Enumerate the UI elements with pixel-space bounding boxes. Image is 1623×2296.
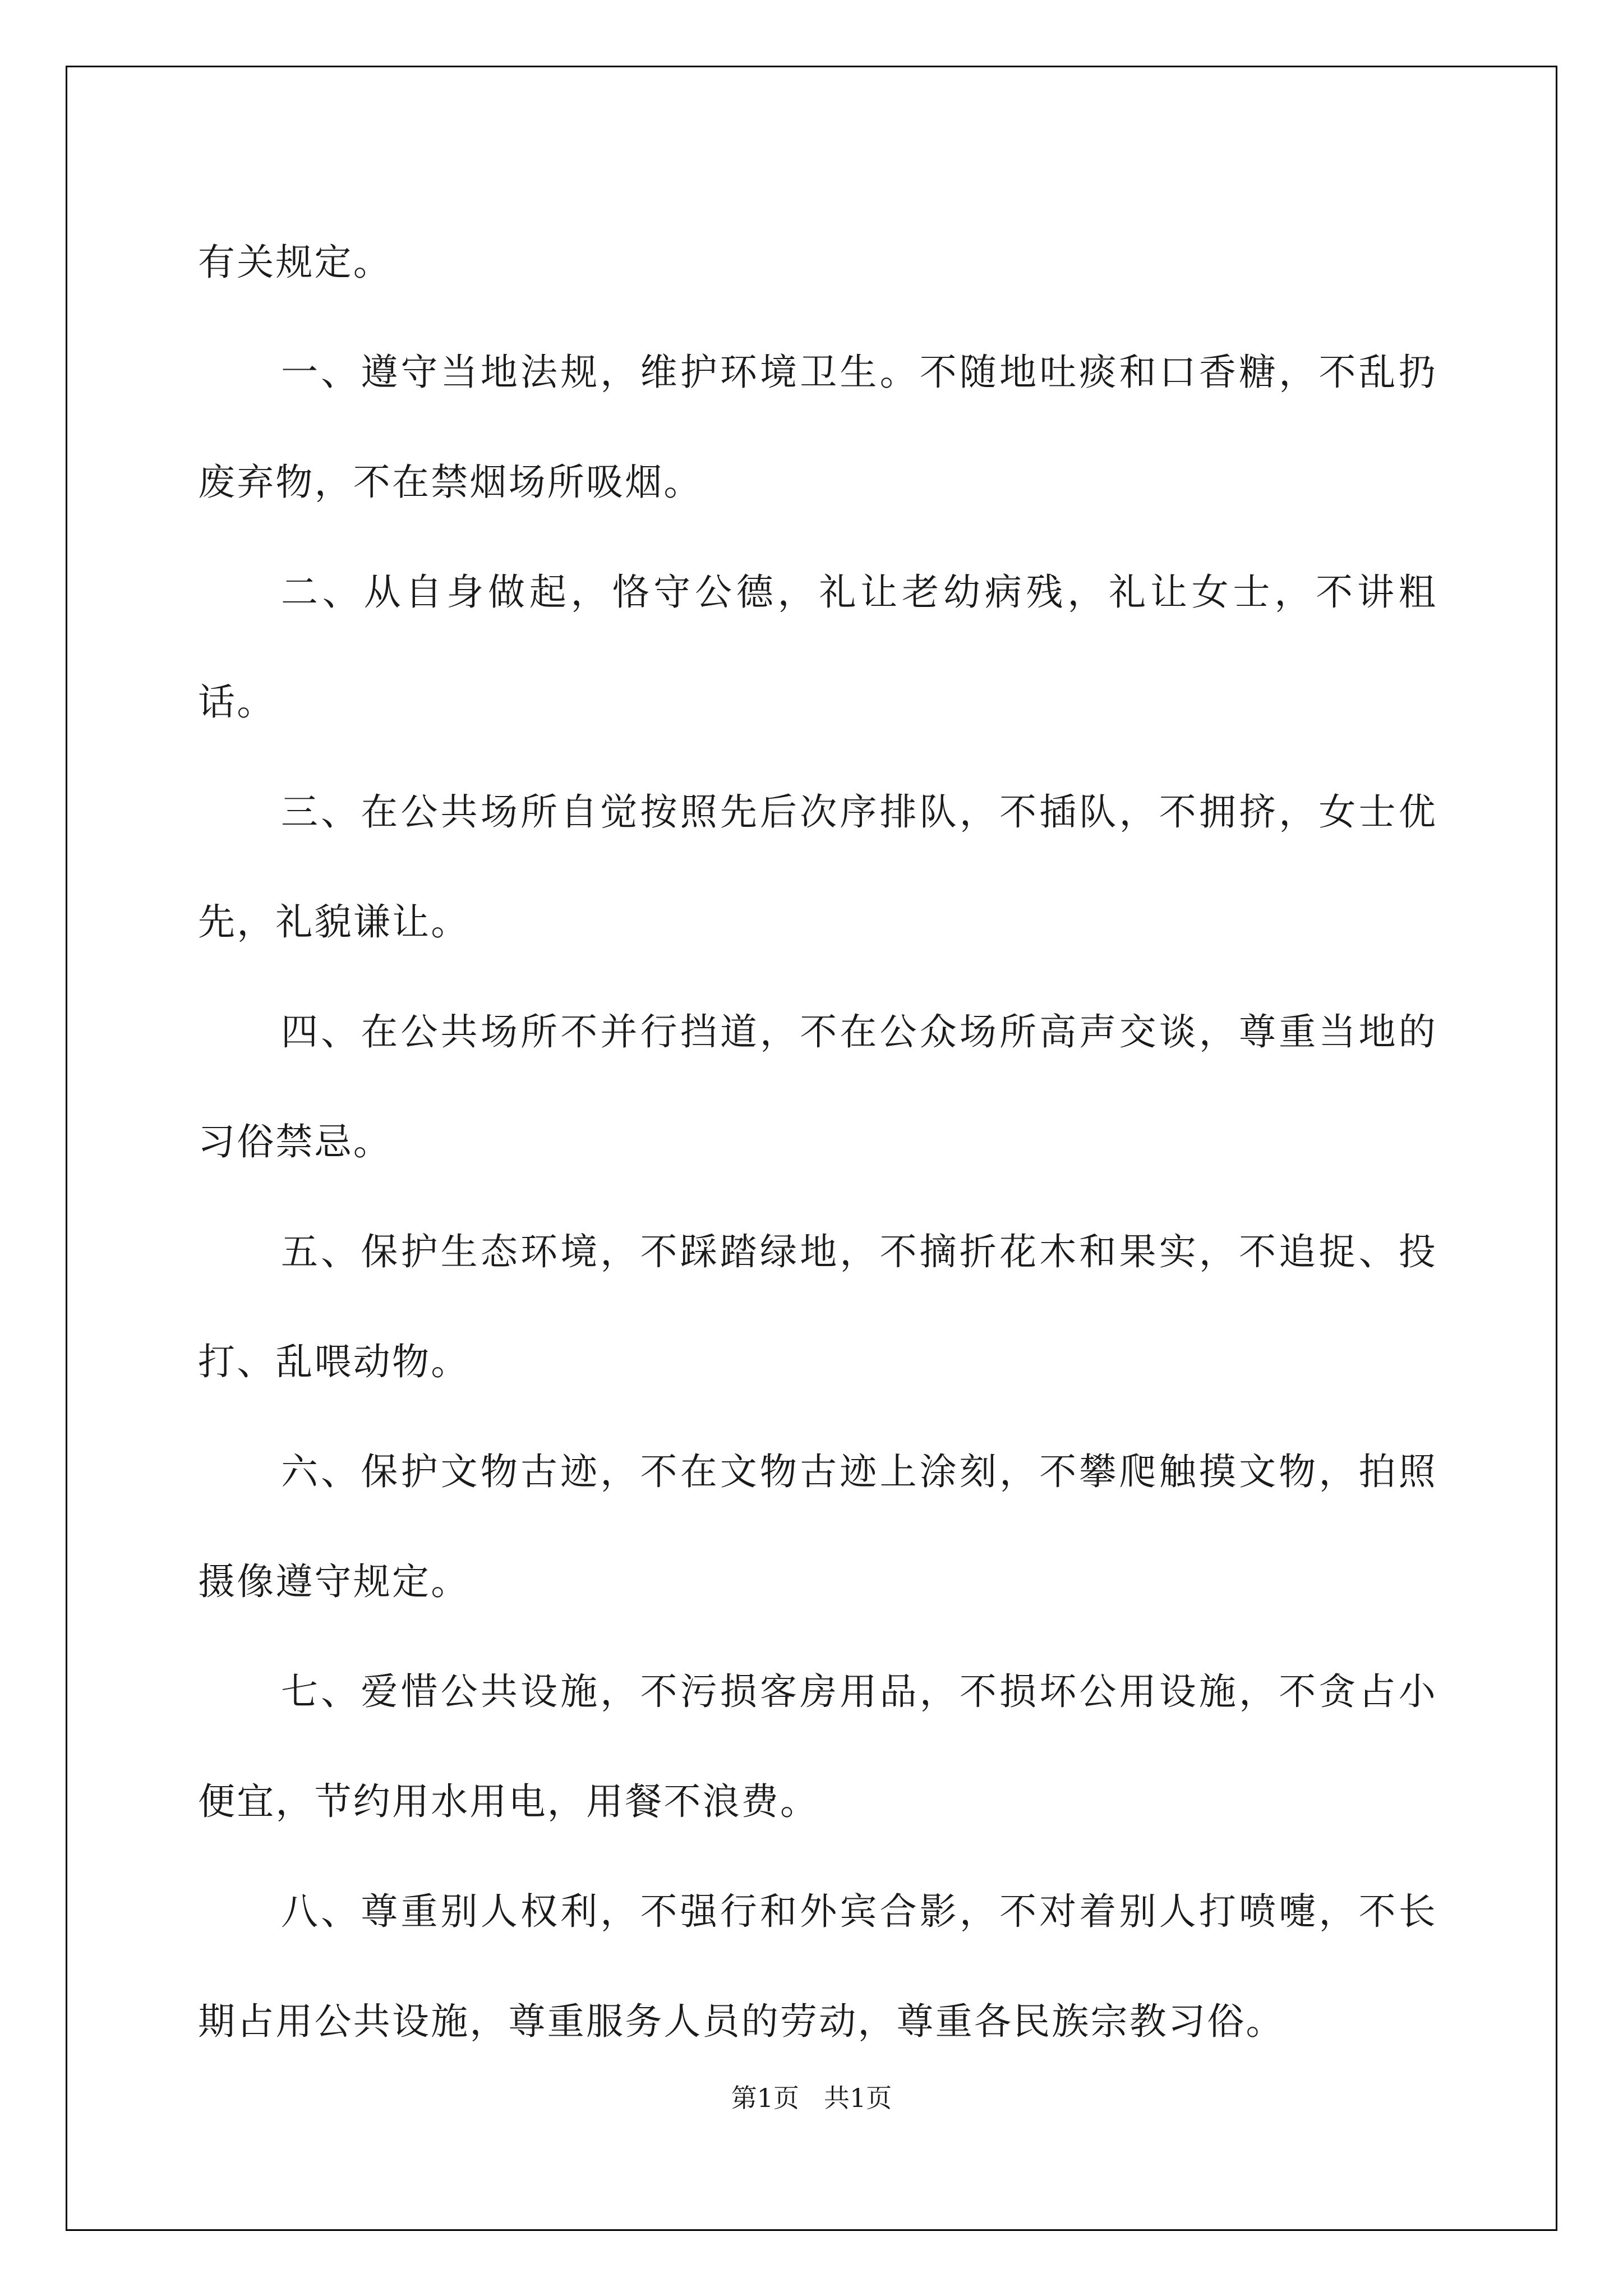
page-total: 共1页 (824, 2083, 892, 2113)
paragraph-item-5: 五、保护生态环境，不踩踏绿地，不摘折花木和果实，不追捉、投打、乱喂动物。 (198, 1230, 1437, 1383)
paragraph-item-6: 六、保护文物古迹，不在文物古迹上涂刻，不攀爬触摸文物，拍照摄像遵守规定。 (198, 1450, 1437, 1603)
paragraph-item-7: 七、爱惜公共设施，不污损客房用品，不损坏公用设施，不贪占小便宜，节约用水用电，用餐不浪费。 (198, 1670, 1437, 1823)
document-body (198, 208, 1437, 2077)
paragraph-item-1: 一、遵守当地法规，维护环境卫生。不随地吐痰和口香糖，不乱扔废弃物，不在禁烟场所吸烟。 (198, 351, 1437, 504)
paragraph-item-2: 二、从自身做起，恪守公德，礼让老幼病残，礼让女士，不讲粗话。 (198, 570, 1437, 724)
paragraph-continuation: 有关规定。 (198, 241, 392, 284)
paragraph-item-3: 三、在公共场所自觉按照先后次序排队，不插队，不拥挤，女士优先，礼貌谦让。 (198, 790, 1437, 944)
paragraph-item-4: 四、在公共场所不并行挡道，不在公众场所高声交谈，尊重当地的习俗禁忌。 (198, 1010, 1437, 1163)
paragraph-item-8: 八、尊重别人权利，不强行和外宾合影，不对着别人打喷嚏，不长期占用公共设施，尊重服务人员的劳动，尊重各民族宗教习俗。 (198, 1890, 1437, 2043)
page-number: 第1页 (731, 2083, 799, 2113)
page-footer (0, 2081, 1623, 2115)
